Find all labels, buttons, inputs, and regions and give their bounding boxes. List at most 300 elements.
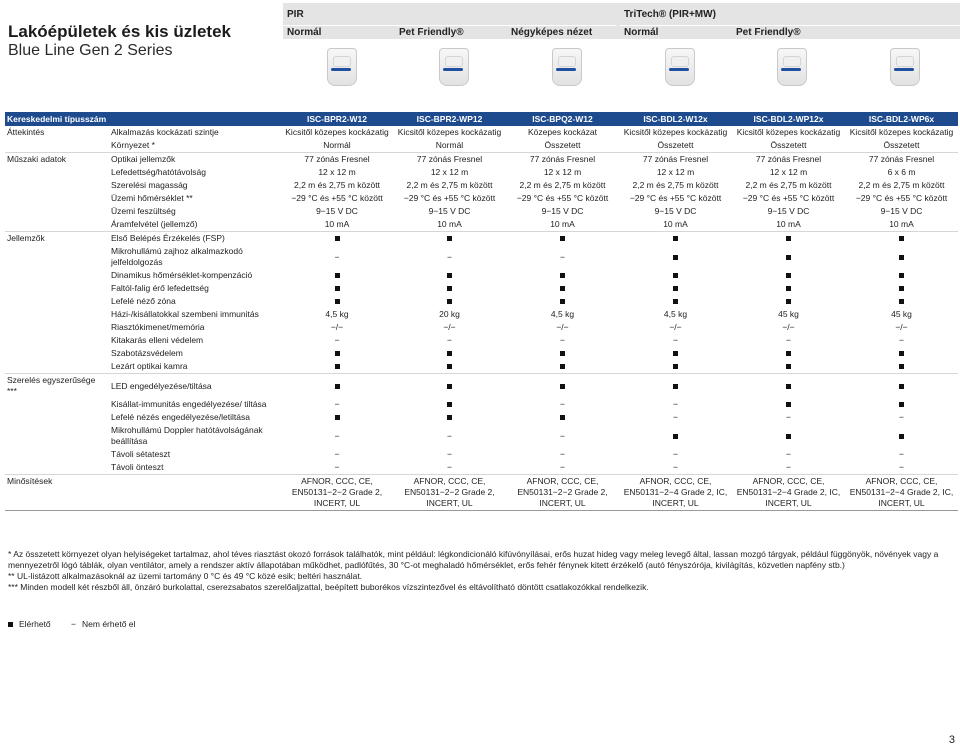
available-cell [506, 360, 619, 374]
available-cell [281, 269, 393, 282]
table-row [5, 461, 958, 475]
table-row [5, 282, 958, 295]
table-cell: 12 x 12 m [769, 167, 808, 177]
filled-square-icon [786, 402, 791, 407]
table-row [5, 321, 958, 334]
table-row [5, 398, 958, 411]
table-cell: − [786, 462, 791, 472]
available-cell [619, 424, 732, 448]
table-cell: AFNOR, CCC, CE, EN50131−2−4 Grade 2, IC, INCERT, UL [845, 475, 958, 511]
table-cell: − [334, 399, 340, 409]
table-cell: 77 zónás Fresnel [732, 153, 845, 167]
column-header: ISC-BPR2-W12 [281, 112, 393, 126]
available-cell [393, 411, 506, 424]
table-cell: Kicsitől közepes kockázatig [623, 127, 728, 137]
page-title-block [8, 22, 278, 60]
row-label: LED engedélyezése/tiltása [109, 374, 281, 399]
spec-table-body [5, 126, 958, 511]
sensor-image [774, 48, 808, 88]
column-header: ISC-BPR2-WP12 [393, 112, 506, 126]
variant-label: Négyképes nézet [511, 27, 593, 38]
filled-square-icon [899, 434, 904, 439]
section-label [5, 139, 109, 153]
available-cell [393, 360, 506, 374]
section-label [5, 424, 109, 448]
filled-square-icon [899, 273, 904, 278]
table-cell: 2,2 m és 2,75 m között [406, 180, 493, 190]
table-row [5, 245, 958, 269]
table-cell: 2,2 m és 2,75 m között [519, 180, 606, 190]
filled-square-icon [673, 255, 678, 260]
table-row [5, 232, 958, 246]
table-cell: Összetett [544, 140, 581, 150]
filled-square-icon [899, 351, 904, 356]
table-cell: − [673, 412, 678, 422]
pir-header: PIR [287, 9, 304, 20]
table-cell: 9−15 V DC [880, 206, 923, 216]
table-cell: − [334, 430, 340, 441]
table-cell: − [334, 449, 340, 459]
section-label [5, 269, 109, 282]
table-cell: − [899, 449, 904, 459]
available-cell [732, 282, 845, 295]
table-cell: 77 zónás Fresnel [619, 153, 732, 167]
section-label [5, 192, 109, 205]
table-cell: − [334, 335, 340, 345]
available-cell [845, 374, 958, 399]
table-row [5, 360, 958, 374]
available-cell [732, 360, 845, 374]
tritech-divider [620, 25, 960, 26]
available-cell [732, 424, 845, 448]
variant-label: Pet Friendly® [736, 27, 801, 38]
available-cell [281, 411, 393, 424]
available-cell [393, 232, 506, 246]
filled-square-icon [673, 364, 678, 369]
table-cell: 10 mA [324, 219, 350, 229]
row-label: Optikai jellemzők [109, 153, 281, 167]
table-cell: 9−15 V DC [654, 206, 697, 216]
table-cell: −/− [669, 322, 682, 332]
available-cell [732, 398, 845, 411]
table-cell: − [899, 335, 904, 345]
table-cell: Kicsitől közepes kockázatig [849, 127, 954, 137]
row-label: Kitakarás elleni védelem [111, 335, 204, 345]
table-cell: −29 °C és +55 °C között [855, 193, 948, 203]
table-cell: AFNOR, CCC, CE, EN50131−2−4 Grade 2, IC, INCERT, UL [732, 475, 845, 511]
table-cell: 2,2 m és 2,75 m között [745, 180, 832, 190]
table-cell: AFNOR, CCC, CE, EN50131−2−2 Grade 2, INCERT, UL [281, 475, 393, 511]
available-cell [845, 282, 958, 295]
filled-square-icon [673, 384, 678, 389]
filled-square-icon [786, 384, 791, 389]
section-label: Szerelés egyszerűsége *** [5, 374, 109, 399]
available-cell [845, 424, 958, 448]
table-cell: 20 kg [439, 309, 460, 319]
section-label [5, 308, 109, 321]
section-label [5, 295, 109, 308]
variant-label: Normál [287, 27, 322, 38]
table-cell: Normál [323, 140, 351, 150]
table-cell: 12 x 12 m [543, 167, 582, 177]
dash-icon: − [71, 619, 77, 629]
page-number: 3 [948, 734, 955, 746]
filled-square-icon [899, 286, 904, 291]
table-cell: −/− [895, 322, 908, 332]
filled-square-icon [447, 384, 452, 389]
table-cell: −29 °C és +55 °C között [403, 193, 496, 203]
section-label [5, 179, 109, 192]
footnote: * Az összetett környezet olyan helyiségeket tartalmaz, ahol téves riasztást okozó források találhatók, mint például: légkondicionáló kifúvónyílásai, erős huzat hideg vagy meleg levegő által, lassan mozgó tárgyak, például függönyök, növények vagy a mennyezetről lógó táblák, olyan ventilátor, amely a rendszer aktív állapotában működhet, padlófűtés, 30 °C-ot meghaladó hőmérséklet, erős fehér fénynek kitett érzékelő (autó fényszórója, kivilágítás, közvetlen napfény stb.) [8, 549, 939, 570]
row-label: Szerelési magasság [111, 180, 188, 190]
section-label [5, 411, 109, 424]
row-label: Lefedettség/hatótávolság [111, 167, 206, 177]
table-cell: 77 zónás Fresnel [393, 153, 506, 167]
table-cell: Kicsitől közepes kockázatig [397, 127, 502, 137]
table-cell: −29 °C és +55 °C között [516, 193, 609, 203]
table-cell: − [786, 412, 791, 422]
filled-square-icon [335, 236, 340, 241]
available-cell [845, 360, 958, 374]
available-cell [845, 398, 958, 411]
table-row [5, 218, 958, 232]
sensor-image [887, 48, 921, 88]
sensor-image [662, 48, 696, 88]
page-title: Lakóépületek és kis üzletek [8, 22, 231, 41]
section-label: Áttekintés [7, 127, 45, 137]
row-label: Kisállat-immunitás engedélyezése/ tiltása [111, 399, 267, 409]
column-header: ISC-BPQ2-W12 [506, 112, 619, 126]
row-label: Lezárt optikai kamra [111, 361, 188, 371]
table-cell: 4,5 kg [663, 309, 688, 319]
available-cell [281, 374, 393, 399]
section-label [5, 398, 109, 411]
table-cell: Közepes kockázat [528, 127, 597, 137]
table-cell: 77 zónás Fresnel [845, 153, 958, 167]
legend-not-available: − Nem érhető el [71, 619, 136, 629]
table-row [5, 126, 958, 139]
table-cell: Összetett [657, 140, 694, 150]
available-cell [393, 398, 506, 411]
column-header: ISC-BDL2-WP12x [732, 112, 845, 126]
table-row [5, 411, 958, 424]
table-cell: AFNOR, CCC, CE, EN50131−2−2 Grade 2, INCERT, UL [393, 475, 506, 511]
table-cell: 12 x 12 m [656, 167, 695, 177]
footnotes [8, 549, 948, 593]
table-row [5, 269, 958, 282]
table-cell: −/− [330, 322, 344, 332]
table-row [5, 295, 958, 308]
table-cell: − [899, 462, 904, 472]
table-cell: − [560, 462, 565, 472]
filled-square-icon [786, 351, 791, 356]
section-label [5, 166, 109, 179]
filled-square-icon [899, 364, 904, 369]
row-label [109, 475, 281, 511]
table-cell: − [560, 335, 565, 345]
table-cell: Kicsitől közepes kockázatig [285, 127, 389, 137]
filled-square-icon [786, 434, 791, 439]
table-cell: AFNOR, CCC, CE, EN50131−2−2 Grade 2, INCERT, UL [506, 475, 619, 511]
section-label: Jellemzők [5, 232, 109, 246]
section-label: Műszaki adatok [5, 153, 109, 167]
table-cell: − [560, 399, 565, 409]
section-label [5, 282, 109, 295]
filled-square-icon [447, 364, 452, 369]
filled-square-icon [786, 286, 791, 291]
table-row [5, 347, 958, 360]
row-label: Dinamikus hőmérséklet-kompenzáció [111, 270, 253, 280]
table-cell: 9−15 V DC [541, 206, 584, 216]
table-cell: 9−15 V DC [428, 206, 471, 216]
column-header: ISC-BDL2-WP6x [845, 112, 958, 126]
filled-square-icon [899, 384, 904, 389]
available-cell [845, 295, 958, 308]
sensor-image [549, 48, 583, 88]
available-cell [732, 374, 845, 399]
available-cell [732, 269, 845, 282]
filled-square-icon [335, 351, 340, 356]
table-cell: − [673, 462, 678, 472]
filled-square-icon [560, 415, 565, 420]
filled-square-icon [786, 299, 791, 304]
table-cell: − [673, 449, 678, 459]
row-label: Távoli sétateszt [111, 449, 171, 459]
row-label: Lefelé nézés engedélyezése/letiltása [111, 412, 250, 422]
available-cell [393, 374, 506, 399]
row-label: Üzemi hőmérséklet ** [111, 193, 193, 203]
table-cell: − [560, 449, 565, 459]
table-cell: − [673, 399, 678, 409]
available-cell [619, 360, 732, 374]
filled-square-icon [786, 236, 791, 241]
available-cell [393, 269, 506, 282]
row-label: Mikrohullámú zajhoz alkalmazkodó jelfeldolgozás [111, 246, 243, 267]
table-cell: − [560, 430, 565, 441]
filled-square-icon [899, 236, 904, 241]
table-cell: −/− [782, 322, 795, 332]
table-cell: − [447, 251, 452, 262]
table-cell: Normál [435, 140, 464, 150]
filled-square-icon [560, 299, 565, 304]
available-cell [619, 374, 732, 399]
column-header: Kereskedelmi típusszám [5, 112, 281, 126]
filled-square-icon [899, 255, 904, 260]
filled-square-icon [447, 286, 452, 291]
table-cell: − [334, 462, 340, 472]
table-row [5, 139, 958, 153]
row-label: Áramfelvétel (jellemző) [111, 219, 198, 229]
available-cell [506, 411, 619, 424]
filled-square-icon [560, 364, 565, 369]
available-cell [281, 282, 393, 295]
table-row [5, 424, 958, 448]
table-cell: 9−15 V DC [767, 206, 810, 216]
filled-square-icon [786, 273, 791, 278]
section-label [5, 245, 109, 269]
filled-square-icon [335, 286, 340, 291]
table-cell: 77 zónás Fresnel [281, 153, 393, 167]
available-cell [506, 295, 619, 308]
table-row [5, 192, 958, 205]
available-cell [732, 232, 845, 246]
row-label: Üzemi feszültség [111, 206, 176, 216]
table-cell: 9−15 V DC [316, 206, 358, 216]
filled-square-icon [673, 236, 678, 241]
table-row [5, 166, 958, 179]
available-cell [845, 269, 958, 282]
table-row [5, 153, 958, 167]
filled-square-icon [447, 273, 452, 278]
table-cell: 77 zónás Fresnel [506, 153, 619, 167]
available-cell [845, 347, 958, 360]
row-label: Alkalmazás kockázati szintje [111, 127, 219, 137]
variant-label: Normál [624, 27, 659, 38]
row-label: Lefelé néző zóna [111, 296, 176, 306]
filled-square-icon [447, 415, 452, 420]
filled-square-icon [786, 255, 791, 260]
tritech-header: TriTech® (PIR+MW) [624, 9, 716, 20]
section-label [5, 360, 109, 374]
table-row [5, 179, 958, 192]
product-header-band [283, 3, 960, 39]
filled-square-icon [560, 286, 565, 291]
table-header-row [5, 112, 958, 126]
available-cell [393, 282, 506, 295]
available-cell [619, 295, 732, 308]
filled-square-icon [447, 351, 452, 356]
table-cell: AFNOR, CCC, CE, EN50131−2−4 Grade 2, IC, INCERT, UL [619, 475, 732, 511]
table-cell: −29 °C és +55 °C között [291, 193, 383, 203]
filled-square-icon [673, 286, 678, 291]
filled-square-icon [673, 299, 678, 304]
available-cell [506, 374, 619, 399]
section-label [5, 347, 109, 360]
section-label [5, 448, 109, 461]
filled-square-icon [673, 351, 678, 356]
filled-square-icon [786, 364, 791, 369]
available-cell [619, 232, 732, 246]
available-cell [732, 347, 845, 360]
footnote: ** UL-listázott alkalmazásoknál az üzemi tartomány 0 °C és 49 °C közé esik; beltéri használat. [8, 571, 363, 581]
available-cell [281, 360, 393, 374]
available-cell [506, 282, 619, 295]
legend [8, 619, 153, 629]
table-row [5, 308, 958, 321]
table-cell: Kicsitől közepes kockázatig [736, 127, 841, 137]
table-cell: 45 kg [778, 309, 799, 319]
sensor-image [324, 48, 358, 88]
section-label [5, 334, 109, 347]
filled-square-icon [447, 299, 452, 304]
table-row [5, 374, 958, 399]
filled-square-icon [673, 273, 678, 278]
section-label [5, 461, 109, 475]
available-cell [506, 269, 619, 282]
filled-square-icon [335, 415, 340, 420]
table-cell: 45 kg [891, 309, 912, 319]
table-cell: 10 mA [437, 219, 462, 229]
table-cell: − [560, 251, 565, 262]
available-cell [845, 245, 958, 269]
table-cell: − [447, 335, 452, 345]
filled-square-icon [673, 434, 678, 439]
available-cell [732, 245, 845, 269]
available-cell [393, 295, 506, 308]
filled-square-icon [899, 299, 904, 304]
filled-square-icon [447, 236, 452, 241]
section-label [5, 321, 109, 334]
available-cell [506, 232, 619, 246]
spec-table [5, 112, 958, 511]
table-cell: 6 x 6 m [887, 167, 916, 177]
table-row [5, 448, 958, 461]
table-cell: − [786, 449, 791, 459]
column-header: ISC-BDL2-W12x [619, 112, 732, 126]
row-label: Házi-/kisállatokkal szembeni immunitás [111, 309, 259, 319]
filled-square-icon [560, 351, 565, 356]
available-cell [281, 232, 393, 246]
table-cell: 12 x 12 m [430, 167, 469, 177]
table-cell: 4,5 kg [550, 309, 575, 319]
row-label: Riasztókimenet/memória [111, 322, 205, 332]
row-label: Mikrohullámú Doppler hatótávolságának beállítása [111, 425, 263, 446]
filled-square-icon [8, 622, 13, 627]
table-cell: −29 °C és +55 °C között [629, 193, 722, 203]
filled-square-icon [335, 299, 340, 304]
sensor-image [436, 48, 470, 88]
table-cell: Összetett [883, 140, 920, 150]
table-cell: 10 mA [889, 219, 914, 229]
table-cell: −/− [556, 322, 569, 332]
section-label [5, 205, 109, 218]
section-label: Minősítések [5, 475, 109, 511]
filled-square-icon [560, 384, 565, 389]
pir-divider [283, 25, 616, 26]
section-label [5, 218, 109, 232]
filled-square-icon [447, 402, 452, 407]
available-cell [393, 347, 506, 360]
filled-square-icon [899, 402, 904, 407]
table-cell: −/− [443, 322, 456, 332]
available-cell [619, 347, 732, 360]
table-cell: − [447, 430, 452, 441]
filled-square-icon [560, 273, 565, 278]
table-cell: 2,2 m és 2,75 m között [294, 180, 380, 190]
table-cell: − [447, 449, 452, 459]
table-row [5, 334, 958, 347]
variant-label: Pet Friendly® [399, 27, 464, 38]
available-cell [619, 245, 732, 269]
legend-available: Elérhető [8, 619, 51, 629]
row-label: Első Belépés Érzékelés (FSP) [109, 232, 281, 246]
filled-square-icon [335, 364, 340, 369]
table-cell: 2,2 m és 2,75 m között [858, 180, 945, 190]
table-cell: 4,5 kg [325, 309, 349, 319]
table-cell: − [899, 412, 904, 422]
available-cell [281, 347, 393, 360]
table-cell: −29 °C és +55 °C között [742, 193, 835, 203]
available-cell [845, 232, 958, 246]
page-subtitle: Blue Line Gen 2 Series [8, 42, 173, 59]
table-row [5, 205, 958, 218]
filled-square-icon [335, 273, 340, 278]
table-cell: 2,2 m és 2,75 m között [632, 180, 719, 190]
row-label: Faltól-falig érő lefedettség [111, 283, 209, 293]
available-cell [619, 282, 732, 295]
footnote: *** Minden modell két részből áll, önzáró burkolattal, cserezsabatos szerelőaljzattal, beépített buborékos vízszintezővel és eltávolítható döntött csatlakozókkal rendelkezik. [8, 582, 649, 592]
table-cell: 10 mA [550, 219, 575, 229]
